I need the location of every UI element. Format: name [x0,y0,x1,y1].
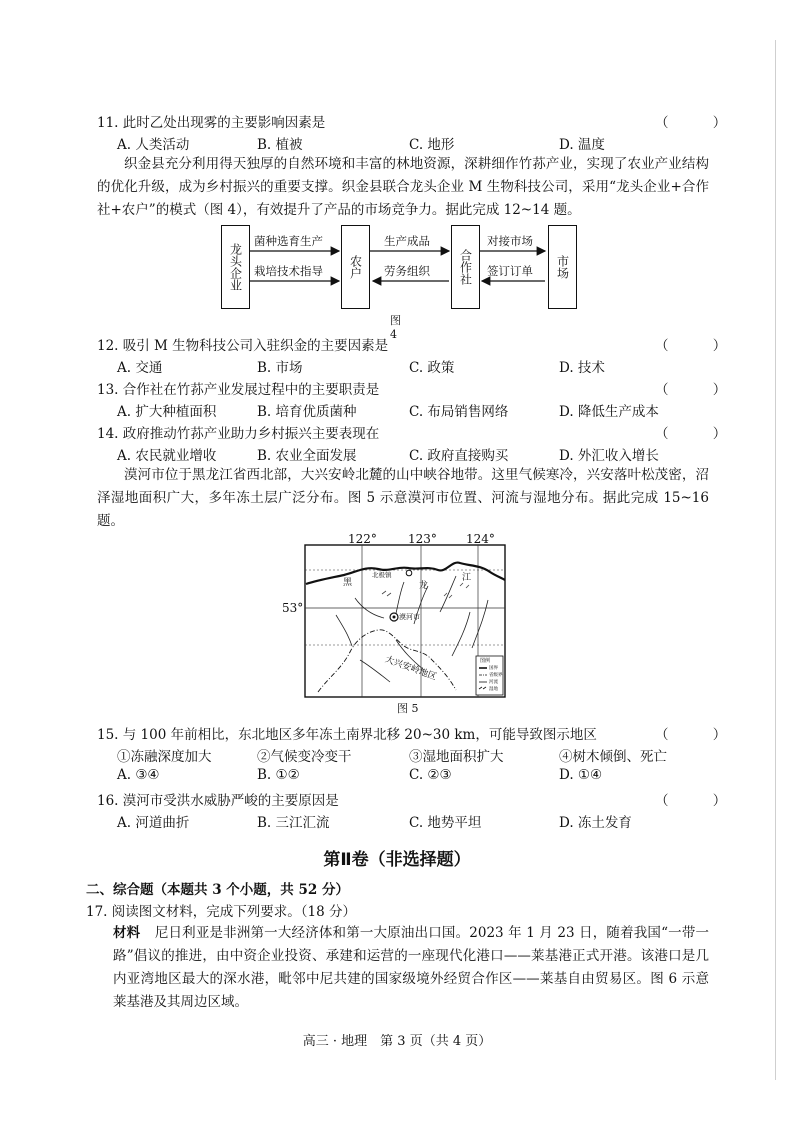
legend-river: 河流 [489,680,498,685]
figure-5-caption: 图 5 [397,702,419,715]
label-jiang: 江 [462,573,472,583]
question-13-stem: 13. 合作社在竹荪产业发展过程中的主要职责是 [97,382,380,398]
question-11-answer-blank: （ ） [655,115,747,131]
page-footer: 高三 · 地理 第 3 页（共 4 页） [302,1034,492,1049]
statement-3: ③湿地面积扩大 [409,749,504,765]
option-c: C. 地势平坦 [409,815,482,831]
label-daxinganling: 大兴安岭地区 [383,654,438,683]
option-c: C. ②③ [409,767,452,783]
label-sign-orders: 签订订单 [487,264,533,278]
option-a: A. ③④ [117,767,160,783]
material-paragraph [113,922,709,1014]
label-strain-breeding: 菌种选育生产 [254,234,323,248]
question-16-stem: 16. 漠河市受洪水威胁严峻的主要原因是 [97,793,339,809]
question-15-stem: 15. 与 100 年前相比，东北地区多年冻土南界北移 20~30 km，可能导致图示地区 [97,727,597,743]
question-12-stem: 12. 吸引 M 生物科技公司入驻织金的主要因素是 [97,338,389,354]
longitude-124: 124° [466,532,495,546]
box-cooperative: 合作社 [451,225,480,309]
longitude-122: 122° [348,532,377,546]
option-d: D. 冻土发育 [559,815,632,831]
legend-provincial-border: 省级界 [489,673,503,678]
label-cultivation-guidance: 栽培技术指导 [254,264,323,278]
option-c: C. 地形 [409,137,455,153]
section-2-title: 第Ⅱ卷（非选择题） [323,850,471,870]
option-a: A. 交通 [117,360,163,376]
legend-wetland: 湿地 [489,687,498,692]
option-d: D. 外汇收入增长 [559,448,659,464]
box-leader-enterprise: 龙头企业 [221,225,250,309]
statement-2: ②气候变冷变干 [257,749,352,765]
option-a: A. 人类活动 [117,137,190,153]
legend-national-border: 国界 [489,666,498,671]
question-11-stem: 11. 此时乙处出现雾的主要影响因素是 [97,115,326,131]
option-b: B. 植被 [257,137,303,153]
legend-title: 图例 [480,658,491,664]
option-c: C. 政策 [409,360,455,376]
question-14-stem: 14. 政府推动竹荪产业助力乡村振兴主要表现在 [97,426,380,442]
question-16-answer-blank: （ ） [655,793,747,809]
longitude-123: 123° [408,532,437,546]
option-d: D. 降低生产成本 [559,404,659,420]
figure-4-caption: 图 4 [390,314,401,341]
option-d: D. 技术 [559,360,605,376]
label-hei: 黑 [343,578,353,588]
material-text: 尼日利亚是非洲第一大经济体和第一大原油出口国。2023 年 1 月 23 日，随着我国“一带一路”倡议的推进，由中资企业投资、承建和运营的一座现代化港口——莱基港正式开港。该港口是几内亚湾地区最大的深水港，毗邻中尼共建的国家级境外经贸合作区——莱基自由贸易区。图 6 示意莱基港及其周边区域。 [113,925,709,1010]
label-mohe-city: 漠河市 [399,613,420,621]
label-market-connection: 对接市场 [487,234,533,248]
statement-4: ④树木倾倒、死亡 [559,749,667,765]
box-farmer: 农户 [341,225,370,309]
option-b: B. ①② [257,767,300,783]
label-beiji-town: 北极镇 [372,571,392,579]
option-d: D. ①④ [559,767,603,783]
statement-1: ①冻融深度加大 [117,749,212,765]
question-15-answer-blank: （ ） [655,727,747,743]
question-12-answer-blank: （ ） [655,338,747,354]
option-c: C. 布局销售网络 [409,404,509,420]
question-14-answer-blank: （ ） [655,426,747,442]
option-c: C. 政府直接购买 [409,448,509,464]
question-17-stem: 17. 阅读图文材料，完成下列要求。（18 分） [86,904,356,920]
option-b: B. 农业全面发展 [257,448,357,464]
passage-zhijin: 织金县充分利用得天独厚的自然环境和丰富的林地资源，深耕细作竹荪产业，实现了农业产业结构的优化升级，成为乡村振兴的重要支撑。织金县联合龙头企业 M 生物科技公司，采用“龙头企业+合作社+农户”的模式（图 4），有效提升了产品的市场竞争力。据此完成 12~14 题。 [97,156,709,218]
option-a: A. 扩大种植面积 [117,404,217,420]
question-13-answer-blank: （ ） [655,382,747,398]
latitude-53: 53° [282,601,304,615]
label-long: 龙 [419,581,429,591]
label-finished-products: 生产成品 [384,234,430,248]
option-d: D. 温度 [559,137,605,153]
option-a: A. 农民就业增收 [117,448,217,464]
option-b: B. 三江汇流 [257,815,330,831]
material-label: 材料 [113,925,141,941]
label-labor-organization: 劳务组织 [384,264,430,278]
option-b: B. 培育优质菌种 [257,404,357,420]
option-a: A. 河道曲折 [117,815,190,831]
section-2-heading: 二、综合题（本题共 3 个小题，共 52 分） [86,882,349,898]
box-market: 市场 [548,225,577,309]
passage-mohe: 漠河市位于黑龙江省西北部，大兴安岭北麓的山中峡谷地带。这里气候寒冷，兴安落叶松茂密，沼泽湿地面积广大，多年冻土层广泛分布。图 5 示意漠河市位置、河流与湿地分布。据此完成 15~16 题。 [97,467,709,529]
option-b: B. 市场 [257,360,303,376]
